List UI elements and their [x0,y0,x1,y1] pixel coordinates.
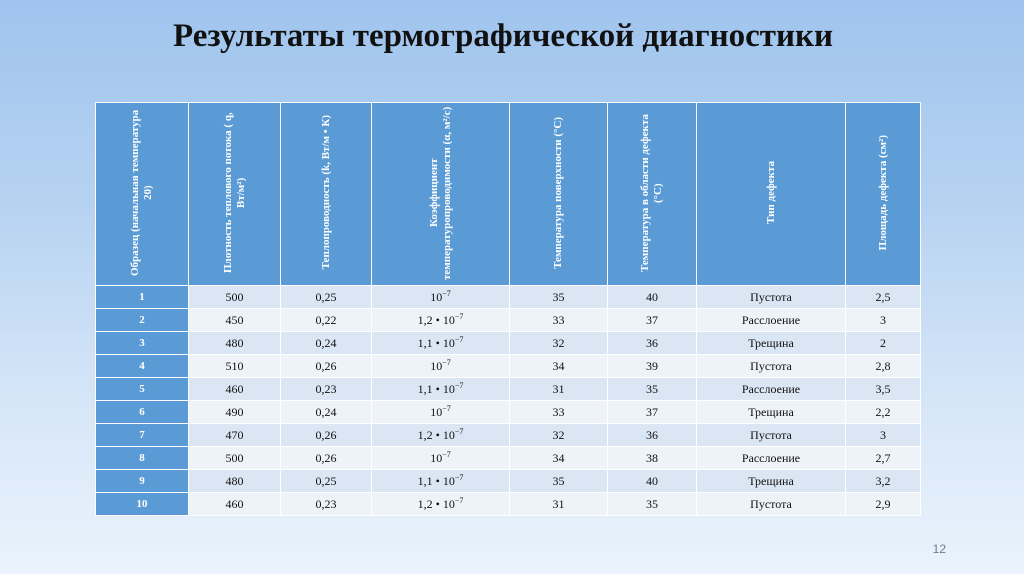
defect-type-cell: Расслоение [697,447,846,470]
defect-type-cell: Трещина [697,332,846,355]
diffusivity-base: 10 [442,474,455,488]
conductivity-cell: 0,23 [281,493,372,516]
sample-number-cell: 5 [96,378,189,401]
table-row [96,447,921,470]
column-header: Образец (начальная температура 20) [96,103,189,286]
sample-number-cell: 4 [96,355,189,378]
defect-type-cell: Расслоение [697,378,846,401]
table-row [96,401,921,424]
diffusivity-exponent: −7 [442,289,451,298]
heat-flux-cell: 490 [189,401,281,424]
defect-area-cell: 2,2 [846,401,921,424]
defect-temp-cell: 40 [608,286,697,309]
heat-flux-cell: 450 [189,309,281,332]
diagnostics-table [95,102,921,516]
defect-type-cell: Пустота [697,355,846,378]
diffusivity-cell [372,378,510,401]
diffusivity-prefix: 1,1 • [417,382,443,396]
diffusivity-base: 10 [430,359,443,373]
heat-flux-cell: 510 [189,355,281,378]
diffusivity-exponent: −7 [454,335,464,344]
heat-flux-cell: 460 [189,378,281,401]
diffusivity-exponent: −7 [442,450,451,459]
diffusivity-exponent: −7 [454,312,464,321]
conductivity-cell: 0,25 [281,470,372,493]
surface-temp-cell: 34 [510,355,608,378]
column-header: Коэффициент температуропроводимости (α, м²/с) [372,103,510,286]
defect-temp-cell: 40 [608,470,697,493]
heat-flux-cell: 480 [189,470,281,493]
diffusivity-prefix: 1,2 • [417,497,443,511]
table-row [96,378,921,401]
diffusivity-cell [372,286,510,309]
diffusivity-cell [372,424,510,447]
diffusivity-base: 10 [442,428,455,442]
diffusivity-base: 10 [430,290,443,304]
surface-temp-cell: 31 [510,493,608,516]
table-row [96,493,921,516]
diffusivity-prefix: 1,1 • [417,474,443,488]
defect-temp-cell: 36 [608,332,697,355]
defect-type-cell: Пустота [697,424,846,447]
page-number: 12 [932,542,946,556]
sample-number-cell: 10 [96,493,189,516]
diffusivity-base: 10 [442,497,455,511]
sample-number-cell: 8 [96,447,189,470]
conductivity-cell: 0,24 [281,332,372,355]
conductivity-cell: 0,23 [281,378,372,401]
column-header: Теплопроводность (k, Вт/м • К) [281,103,372,286]
diffusivity-exponent: −7 [454,381,464,390]
defect-type-cell: Трещина [697,470,846,493]
heat-flux-cell: 470 [189,424,281,447]
surface-temp-cell: 33 [510,309,608,332]
conductivity-cell: 0,26 [281,355,372,378]
defect-area-cell: 3,2 [846,470,921,493]
sample-number-cell: 1 [96,286,189,309]
defect-temp-cell: 38 [608,447,697,470]
heat-flux-cell: 500 [189,447,281,470]
diffusivity-prefix: 1,1 • [417,336,443,350]
sample-number-cell: 3 [96,332,189,355]
table-row [96,309,921,332]
defect-area-cell: 2,8 [846,355,921,378]
defect-area-cell: 2 [846,332,921,355]
defect-type-cell: Трещина [697,401,846,424]
defect-area-cell: 3 [846,424,921,447]
conductivity-cell: 0,24 [281,401,372,424]
diffusivity-prefix: 1,2 • [417,313,443,327]
defect-area-cell: 2,5 [846,286,921,309]
surface-temp-cell: 32 [510,424,608,447]
defect-temp-cell: 37 [608,309,697,332]
diffusivity-prefix: 1,2 • [417,428,443,442]
diffusivity-cell [372,332,510,355]
defect-area-cell: 2,9 [846,493,921,516]
conductivity-cell: 0,25 [281,286,372,309]
diffusivity-exponent: −7 [454,473,464,482]
defect-type-cell: Расслоение [697,309,846,332]
diffusivity-exponent: −7 [454,496,464,505]
defect-temp-cell: 36 [608,424,697,447]
heat-flux-cell: 480 [189,332,281,355]
diffusivity-base: 10 [442,313,455,327]
defect-type-cell: Пустота [697,286,846,309]
column-header: Температура поверхности (°С) [510,103,608,286]
defect-temp-cell: 37 [608,401,697,424]
column-header: Тип дефекта [697,103,846,286]
diffusivity-cell [372,355,510,378]
defect-area-cell: 3,5 [846,378,921,401]
diffusivity-base: 10 [442,336,455,350]
surface-temp-cell: 32 [510,332,608,355]
heat-flux-cell: 460 [189,493,281,516]
sample-number-cell: 2 [96,309,189,332]
conductivity-cell: 0,26 [281,424,372,447]
column-header: Площадь дефекта (см²) [846,103,921,286]
diffusivity-cell [372,401,510,424]
diffusivity-base: 10 [430,451,443,465]
table-row [96,470,921,493]
conductivity-cell: 0,26 [281,447,372,470]
diffusivity-cell [372,309,510,332]
heat-flux-cell: 500 [189,286,281,309]
column-header: Температура в области дефекта (°С) [608,103,697,286]
diffusivity-base: 10 [430,405,443,419]
table-row [96,355,921,378]
surface-temp-cell: 31 [510,378,608,401]
table-row [96,424,921,447]
diffusivity-cell [372,493,510,516]
diffusivity-cell [372,447,510,470]
surface-temp-cell: 35 [510,286,608,309]
surface-temp-cell: 34 [510,447,608,470]
table-row [96,286,921,309]
surface-temp-cell: 33 [510,401,608,424]
table-header-row [96,103,921,286]
surface-temp-cell: 35 [510,470,608,493]
sample-number-cell: 6 [96,401,189,424]
diffusivity-exponent: −7 [442,404,451,413]
sample-number-cell: 7 [96,424,189,447]
table-row [96,332,921,355]
defect-temp-cell: 35 [608,378,697,401]
diffusivity-cell [372,470,510,493]
conductivity-cell: 0,22 [281,309,372,332]
defect-temp-cell: 39 [608,355,697,378]
diffusivity-base: 10 [442,382,455,396]
slide-title: Результаты термографической диагностики [173,18,833,54]
diffusivity-exponent: −7 [442,358,451,367]
diffusivity-exponent: −7 [454,427,464,436]
defect-area-cell: 2,7 [846,447,921,470]
defect-type-cell: Пустота [697,493,846,516]
column-header: Плотность теплового потока ( q, Вт/м²) [189,103,281,286]
sample-number-cell: 9 [96,470,189,493]
defect-area-cell: 3 [846,309,921,332]
defect-temp-cell: 35 [608,493,697,516]
